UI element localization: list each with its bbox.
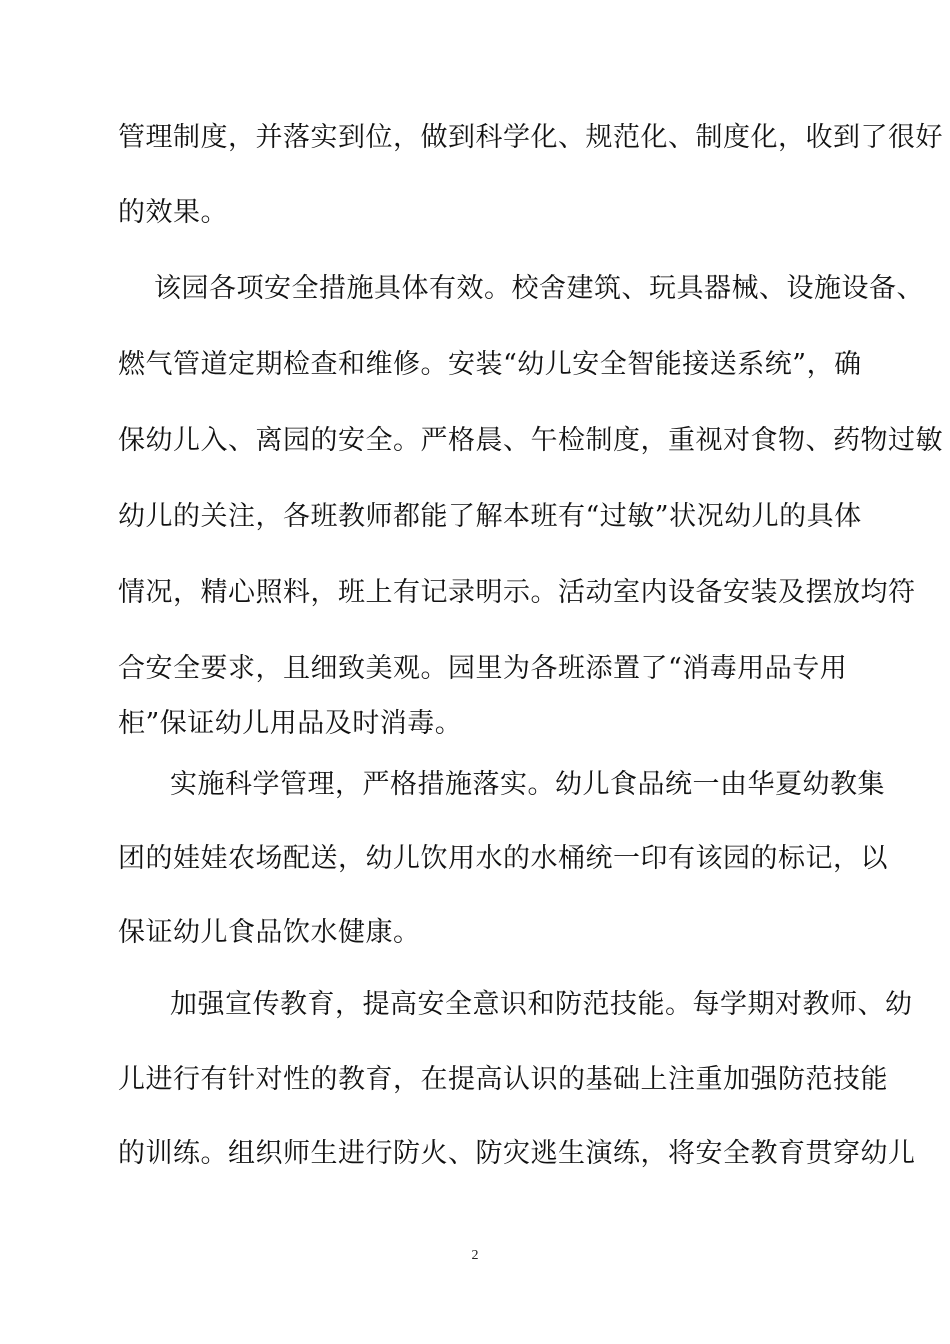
paragraph-3-line-2: 团的娃娃农场配送，幼儿饮用水的水桶统一印有该园的标记，以: [118, 843, 888, 874]
paragraph-1-line-2: 的效果。: [118, 197, 228, 228]
paragraph-4-line-2: 儿进行有针对性的教育，在提高认识的基础上注重加强防范技能: [118, 1064, 888, 1095]
paragraph-2-line-7: 柜”保证幼儿用品及时消毒。: [118, 708, 463, 739]
paragraph-2-line-2: 燃气管道定期检查和维修。安装“幼儿安全智能接送系统”，确: [118, 349, 862, 380]
paragraph-2-line-1: 该园各项安全措施具体有效。校舍建筑、玩具器械、设施设备、: [154, 273, 924, 304]
paragraph-2-line-6: 合安全要求，且细致美观。园里为各班添置了“消毒用品专用: [118, 653, 848, 684]
paragraph-4-line-3: 的训练。组织师生进行防火、防灾逃生演练，将安全教育贯穿幼儿: [118, 1138, 916, 1169]
paragraph-2-line-4: 幼儿的关注，各班教师都能了解本班有“过敏”状况幼儿的具体: [118, 501, 862, 532]
paragraph-2-line-5: 情况，精心照料，班上有记录明示。活动室内设备安装及摆放均符: [118, 577, 916, 608]
paragraph-1-line-1: 管理制度，并落实到位，做到科学化、规范化、制度化，收到了很好: [118, 122, 943, 153]
page-number: 2: [471, 1248, 479, 1263]
paragraph-3-line-1: 实施科学管理，严格措施落实。幼儿食品统一由华夏幼教集: [170, 769, 885, 800]
paragraph-4-line-1: 加强宣传教育，提高安全意识和防范技能。每学期对教师、幼: [170, 989, 913, 1020]
paragraph-3-line-3: 保证幼儿食品饮水健康。: [118, 917, 421, 948]
paragraph-2-line-3: 保幼儿入、离园的安全。严格晨、午检制度，重视对食物、药物过敏: [118, 425, 943, 456]
